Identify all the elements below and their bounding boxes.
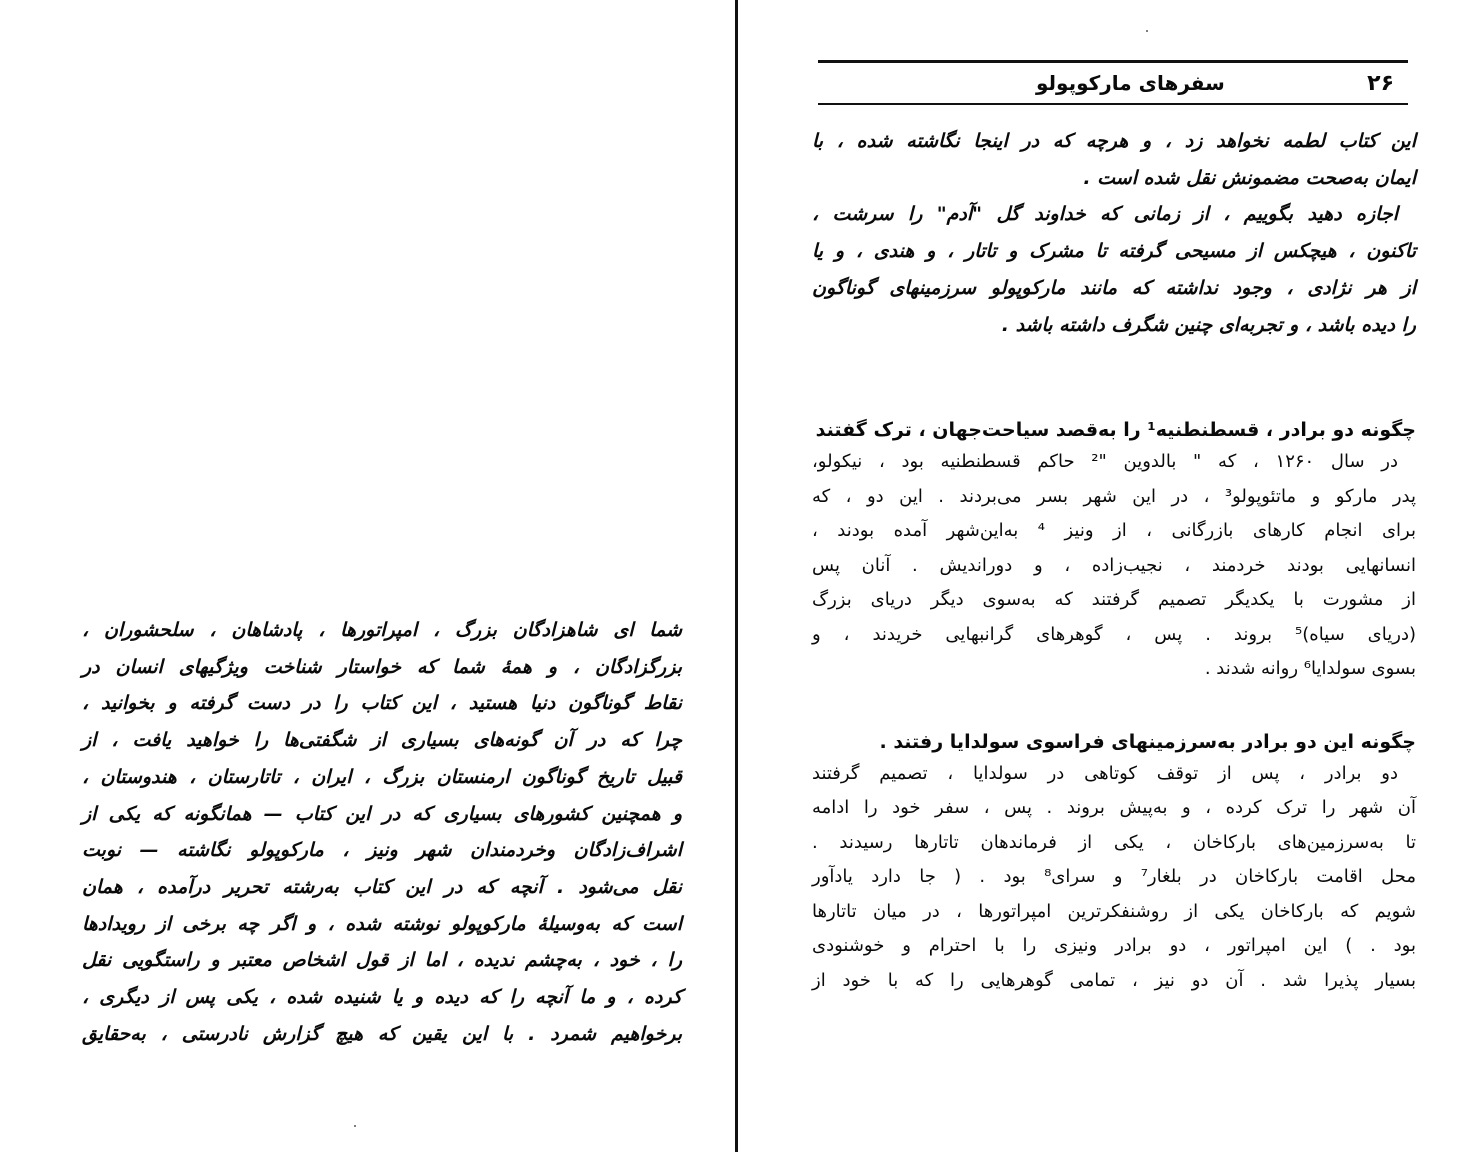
text-line: قبیل تاریخ گوناگون ارمنستان بزرگ ، ایران ، تاتارستان ، هندوستان ،	[82, 765, 682, 788]
text-line: و همچنین کشورهای بسیاری که در این کتاب — همانگونه که یکی از	[82, 802, 682, 825]
text-line: نقل می‌شود . آنچه که در این کتاب به‌رشته تحریر درآمده ، همان	[82, 875, 682, 898]
running-header-title: سفرهای مارکوپولو	[1036, 71, 1225, 95]
text-line: ایمان به‌صحت مضمونش نقل شده است .	[1083, 166, 1416, 189]
left-page-paragraph	[82, 612, 682, 1052]
text-line: است که به‌وسیلهٔ مارکوپولو نوشته شده ، و اگر چه برخی از رویدادها	[82, 912, 682, 935]
text-line: بسوی سولدایا⁶ روانه شدند .	[1204, 658, 1416, 680]
text-line: از هر نژادی ، وجود نداشته که مانند مارکوپولو سرزمینهای گوناگون	[812, 276, 1416, 299]
text-line: بسیار پذیرا شد . آن دو نیز ، تمامی گوهرهایی را که با خود از	[812, 969, 1416, 991]
text-line: بود . ) این امپراتور ، دو برادر ونیزی را با احترام و خوشنودی	[812, 935, 1416, 957]
intro-paragraph	[812, 123, 1416, 343]
left-page	[82, 612, 682, 1052]
text-line: برای انجام کارهای بازرگانی ، از ونیز ⁴ به‌این‌شهر آمده بودند ،	[812, 520, 1416, 542]
text-line: (دریای سیاه)⁵ بروند . پس ، گوهرهای گرانبهایی خریدند ، و	[812, 623, 1416, 645]
text-line: چرا که در آن گونه‌های بسیاری از شگفتی‌ها را خواهید یافت ، از	[82, 729, 682, 752]
text-line: پدر مارکو و ماتئوپولو³ ، در این شهر بسر می‌بردند . این دو ، که	[812, 485, 1416, 507]
running-header	[818, 63, 1408, 105]
text-line: را ، خود ، به‌چشم ندیده ، اما از قول اشخاص معتبر و راستگویی نقل	[82, 949, 682, 972]
text-line: اشراف‌زادگان وخردمندان شهر ونیز ، مارکوپولو نگاشته — نوبت	[82, 839, 682, 862]
scan-speck	[354, 1125, 356, 1127]
text-line: شویم که بارکاخان یکی از روشنفکرترین امپراتورها ، در میان تاتارها	[812, 900, 1416, 922]
right-page	[812, 60, 1416, 998]
page-number: ۲۶	[1367, 70, 1394, 96]
text-line: تاکنون ، هیچکس از مسیحی گرفته تا مشرک و تاتار ، و هندی ، و یا	[812, 240, 1416, 263]
text-line: دو برادر ، پس از توقف کوتاهی در سولدایا ، تصمیم گرفتند	[812, 762, 1398, 784]
book-gutter	[735, 0, 738, 1152]
text-line: کرده ، و ما آنچه را که دیده و یا شنیده شده ، یکی پس از دیگری ،	[82, 986, 682, 1009]
scan-speck	[1146, 30, 1148, 32]
text-line: این کتاب لطمه نخواهد زد ، و هرچه که در اینجا نگاشته شده ، با	[812, 130, 1416, 152]
text-line: را دیده باشد ، و تجربه‌ای چنین شگرف داشته باشد .	[1001, 313, 1416, 336]
section-heading: چگونه دو برادر ، قسطنطنیه¹ را به‌قصد سیاحت‌جهان ، ترک گفتند	[815, 419, 1416, 442]
text-line: نقاط گوناگون دنیا هستید ، این کتاب را در دست گرفته و بخوانید ،	[82, 692, 682, 715]
section-paragraph	[812, 445, 1416, 687]
text-line: بزرگزادگان ، و همهٔ شما که خواستار شناخت ویژگیهای انسان در	[82, 655, 682, 678]
text-line: اجازه دهید بگوییم ، از زمانی که خداوند گل "آدم" را سرشت ،	[812, 203, 1398, 226]
text-line: تا به‌سرزمین‌های بارکاخان ، یکی از فرماندهان تاتارها رسیدند .	[812, 831, 1416, 853]
section-paragraph	[812, 757, 1416, 999]
text-line: شما ای شاهزادگان بزرگ ، امپراتورها ، پادشاهان ، سلحشوران ،	[82, 619, 682, 641]
section-heading: چگونه این دو برادر به‌سرزمینهای فراسوی سولدایا رفتند .	[879, 730, 1416, 753]
text-line: انسانهایی بودند خردمند ، نجیب‌زاده ، و دوراندیش . آنان پس	[812, 554, 1416, 576]
text-line: از مشورت با یکدیگر تصمیم گرفتند که به‌سوی دیگر دریای بزرگ	[812, 589, 1416, 611]
text-line: در سال ۱۲۶۰ ، که " بالدوین "² حاکم قسطنطنیه بود ، نیکولو،	[812, 451, 1398, 473]
text-line: آن شهر را ترک کرده ، و به‌پیش بروند . پس ، سفر خود را ادامه	[812, 797, 1416, 819]
text-line: محل اقامت بارکاخان در بلغار⁷ و سرای⁸ بود . ( جا دارد یادآور	[812, 866, 1416, 888]
text-line: برخواهیم شمرد . با این یقین که هیچ گزارش نادرستی ، به‌حقایق	[82, 1022, 682, 1045]
